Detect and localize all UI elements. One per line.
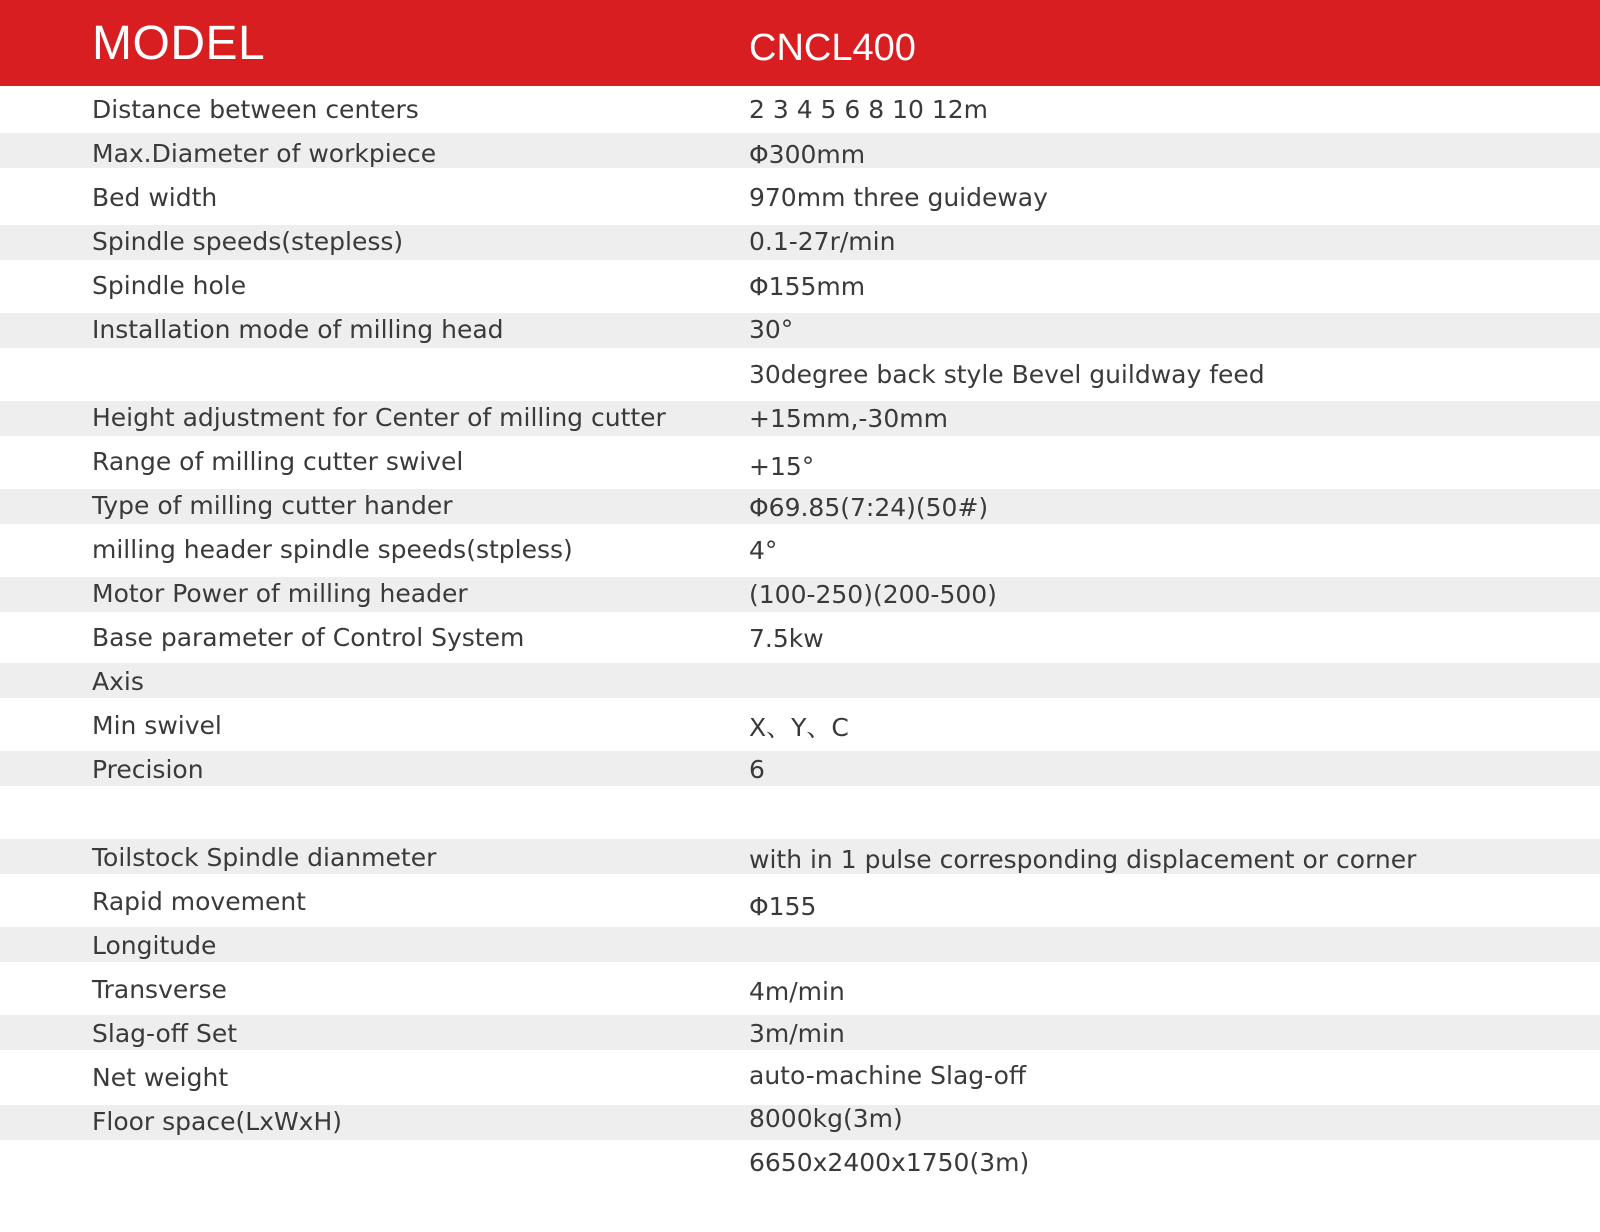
model-value: CNCL400 <box>749 27 916 69</box>
spec-value: X、Y、C <box>749 713 849 742</box>
spec-value: 3m/min <box>749 1019 845 1048</box>
row-stripe <box>0 751 1600 786</box>
spec-label: Longitude <box>92 931 217 960</box>
row-stripe <box>0 927 1600 962</box>
spec-value: Φ155mm <box>749 272 866 301</box>
spec-value: Φ69.85(7:24)(50#) <box>749 493 989 522</box>
spec-label: Rapid movement <box>92 887 306 916</box>
spec-label: Installation mode of milling head <box>92 315 504 344</box>
spec-label: Distance between centers <box>92 95 419 124</box>
spec-value: 970mm three guideway <box>749 183 1048 212</box>
spec-label: Max.Diameter of workpiece <box>92 139 437 168</box>
spec-value: with in 1 pulse corresponding displacement or corner <box>749 845 1417 874</box>
spec-label: Slag-off Set <box>92 1019 238 1048</box>
spec-label: Range of milling cutter swivel <box>92 447 464 476</box>
spec-value: 2 3 4 5 6 8 10 12m <box>749 95 989 124</box>
spec-value: 8000kg(3m) <box>749 1104 903 1133</box>
spec-value: Φ300mm <box>749 140 866 169</box>
spec-label: Net weight <box>92 1063 229 1092</box>
spec-value: 30degree back style Bevel guildway feed <box>749 360 1265 389</box>
spec-value: +15mm,-30mm <box>749 404 948 433</box>
spec-label: Precision <box>92 755 204 784</box>
spec-label: Axis <box>92 667 144 696</box>
row-stripe <box>0 663 1600 698</box>
spec-label: Base parameter of Control System <box>92 623 525 652</box>
spec-label: Bed width <box>92 183 218 212</box>
spec-value: 4° <box>749 536 778 565</box>
spec-label: Height adjustment for Center of milling cutter <box>92 403 666 432</box>
spec-value: Φ155 <box>749 892 817 921</box>
spec-label: Spindle speeds(stepless) <box>92 227 404 256</box>
spec-value: 0.1-27r/min <box>749 227 896 256</box>
spec-value: +15° <box>749 452 815 481</box>
spec-label: Transverse <box>92 975 227 1004</box>
spec-label: milling header spindle speeds(stpless) <box>92 535 573 564</box>
spec-label: Type of milling cutter hander <box>92 491 453 520</box>
spec-label: Spindle hole <box>92 271 247 300</box>
model-heading: MODEL <box>92 17 266 70</box>
spec-value: (100-250)(200-500) <box>749 580 997 609</box>
spec-label: Min swivel <box>92 711 222 740</box>
spec-label: Motor Power of milling header <box>92 579 468 608</box>
spec-label: Toilstock Spindle dianmeter <box>92 843 437 872</box>
spec-value: 30° <box>749 315 794 344</box>
spec-value: 6 <box>749 755 765 784</box>
spec-label: Floor space(LxWxH) <box>92 1107 343 1136</box>
spec-value: 7.5kw <box>749 624 824 653</box>
spec-value: auto-machine Slag-off <box>749 1061 1027 1090</box>
spec-value: 6650x2400x1750(3m) <box>749 1148 1030 1177</box>
spec-value: 4m/min <box>749 977 845 1006</box>
